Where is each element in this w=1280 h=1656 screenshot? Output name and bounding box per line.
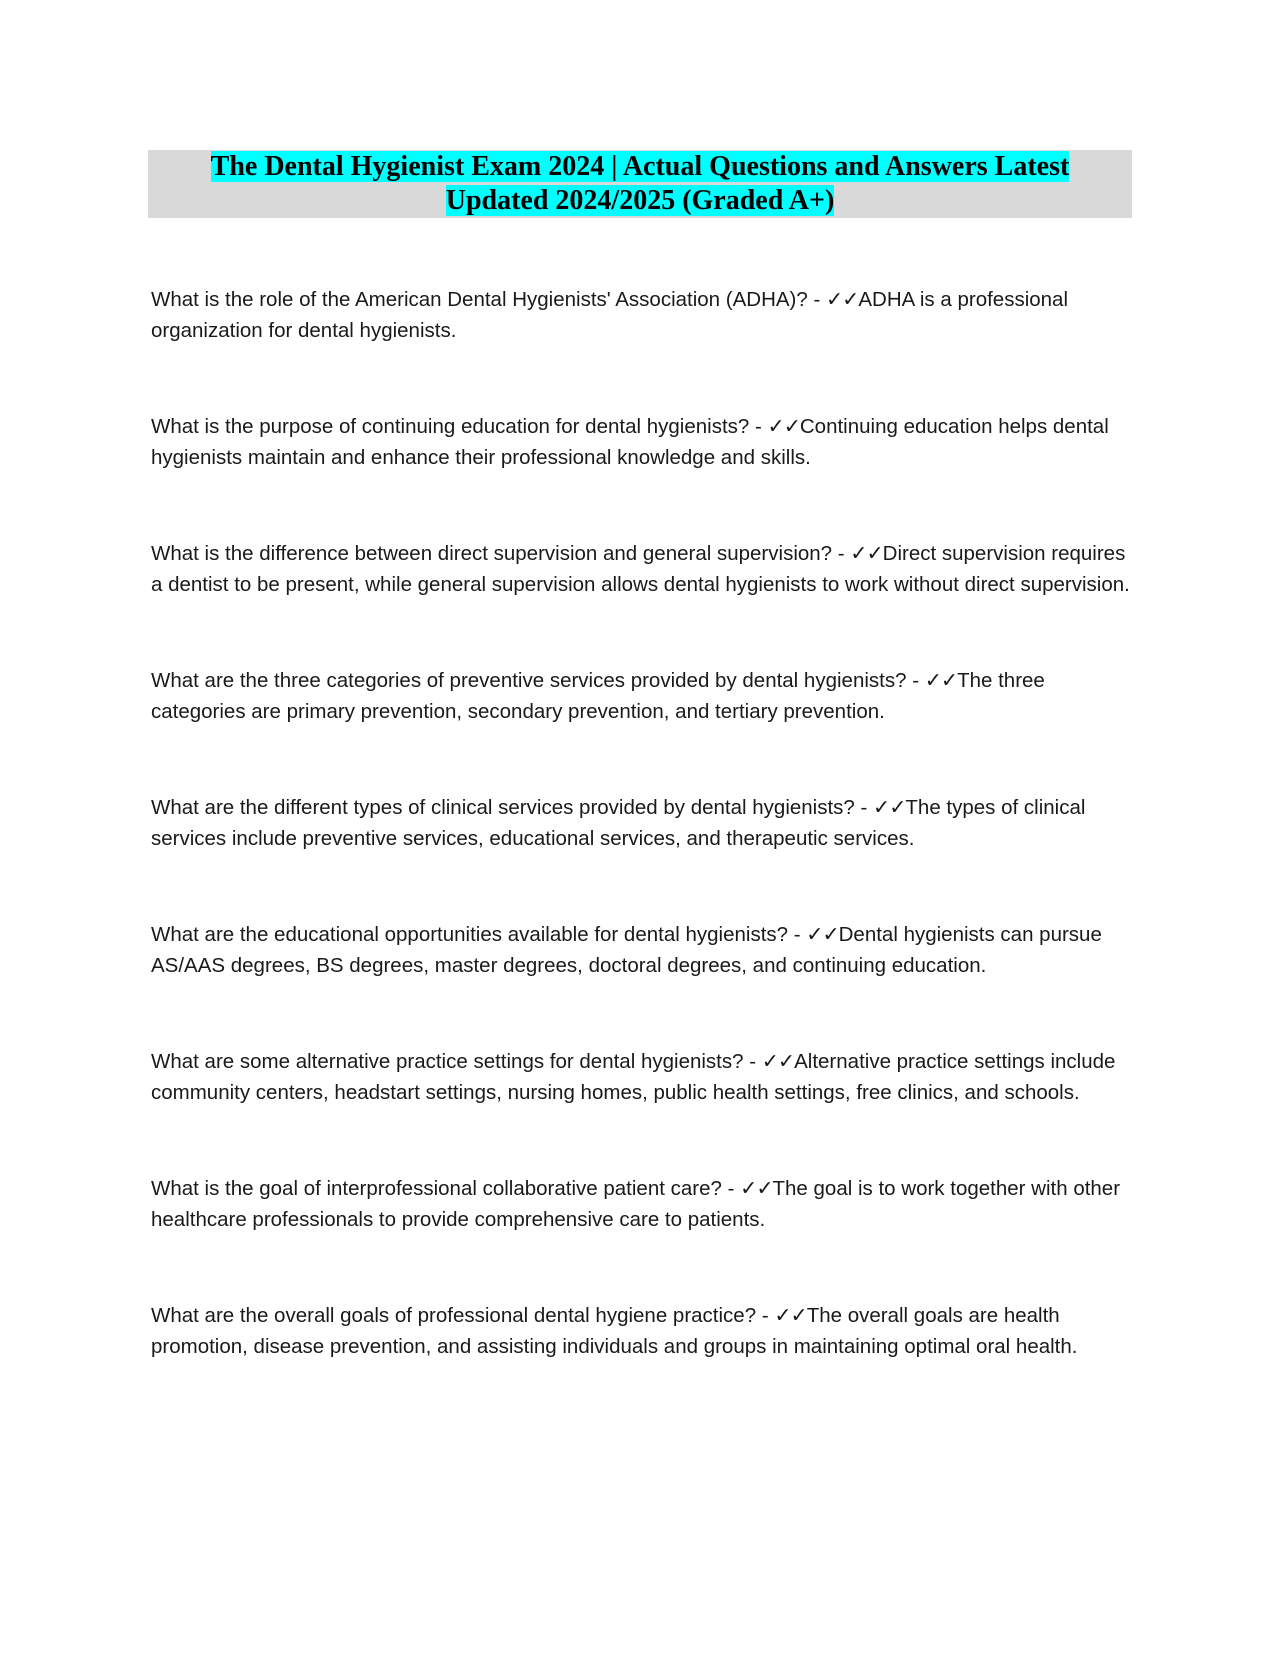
- qa-item: [151, 1300, 1131, 1362]
- answer: ADHA is a professional organization for dental hygienists.: [151, 288, 1069, 342]
- check-mark-icon: ✓✓: [806, 922, 839, 946]
- answer: The overall goals are health promotion, disease prevention, and assisting individuals and groups in maintaining optimal oral health.: [151, 1304, 1078, 1358]
- answer: Alternative practice settings include community centers, headstart settings, nursing homes, public health settings, free clinics, and schools.: [151, 1050, 1116, 1104]
- document-title: [148, 150, 1132, 218]
- question: What is the difference between direct supervision and general supervision?: [151, 542, 833, 565]
- answer: The three categories are primary prevention, secondary prevention, and tertiary prevention.: [151, 669, 1045, 723]
- answer: Direct supervision requires a dentist to be present, while general supervision allows dental hygienists to work without direct supervision.: [151, 542, 1130, 596]
- answer: The goal is to work together with other healthcare professionals to provide comprehensive care to patients.: [151, 1177, 1121, 1231]
- title-line-2: Updated 2024/2025 (Graded A+): [445, 185, 835, 216]
- separator: -: [721, 1177, 741, 1200]
- separator: -: [832, 542, 851, 565]
- check-mark-icon: ✓✓: [826, 287, 859, 311]
- question: What is the purpose of continuing education for dental hygienists?: [151, 415, 750, 438]
- question: What are the educational opportunities available for dental hygienists?: [151, 923, 789, 946]
- title-line-1: The Dental Hygienist Exam 2024 | Actual Questions and Answers Latest: [210, 151, 1070, 182]
- qa-item: [151, 792, 1131, 854]
- answer: Continuing education helps dental hygienists maintain and enhance their professional knowledge and skills.: [151, 415, 1109, 469]
- answer: Dental hygienists can pursue AS/AAS degrees, BS degrees, master degrees, doctoral degrees, and continuing education.: [151, 923, 1102, 977]
- separator: -: [756, 1304, 775, 1327]
- question: What are the overall goals of professional dental hygiene practice?: [151, 1304, 757, 1327]
- answer: The types of clinical services include preventive services, educational services, and therapeutic services.: [151, 796, 1086, 850]
- separator: -: [807, 288, 826, 311]
- check-mark-icon: ✓✓: [873, 795, 906, 819]
- qa-list: [151, 284, 1131, 1427]
- question: What is the role of the American Dental Hygienists' Association (ADHA)?: [151, 288, 808, 311]
- check-mark-icon: ✓✓: [774, 1303, 807, 1327]
- qa-item: [151, 411, 1131, 473]
- qa-item: [151, 284, 1131, 346]
- separator: -: [854, 796, 874, 819]
- separator: -: [743, 1050, 762, 1073]
- check-mark-icon: ✓✓: [761, 1049, 795, 1073]
- qa-item: [151, 1173, 1131, 1235]
- question: What are the three categories of preventive services provided by dental hygienists?: [151, 669, 907, 692]
- qa-item: [151, 538, 1131, 600]
- separator: -: [788, 923, 807, 946]
- qa-item: [151, 1046, 1131, 1108]
- qa-item: [151, 665, 1131, 727]
- qa-item: [151, 919, 1131, 981]
- question: What is the goal of interprofessional collaborative patient care?: [151, 1177, 722, 1200]
- check-mark-icon: ✓✓: [767, 414, 800, 438]
- question: What are the different types of clinical services provided by dental hygienists?: [151, 796, 855, 819]
- question: What are some alternative practice settings for dental hygienists?: [151, 1050, 744, 1073]
- check-mark-icon: ✓✓: [924, 668, 958, 692]
- check-mark-icon: ✓✓: [850, 541, 883, 565]
- check-mark-icon: ✓✓: [740, 1176, 773, 1200]
- separator: -: [906, 669, 925, 692]
- separator: -: [749, 415, 768, 438]
